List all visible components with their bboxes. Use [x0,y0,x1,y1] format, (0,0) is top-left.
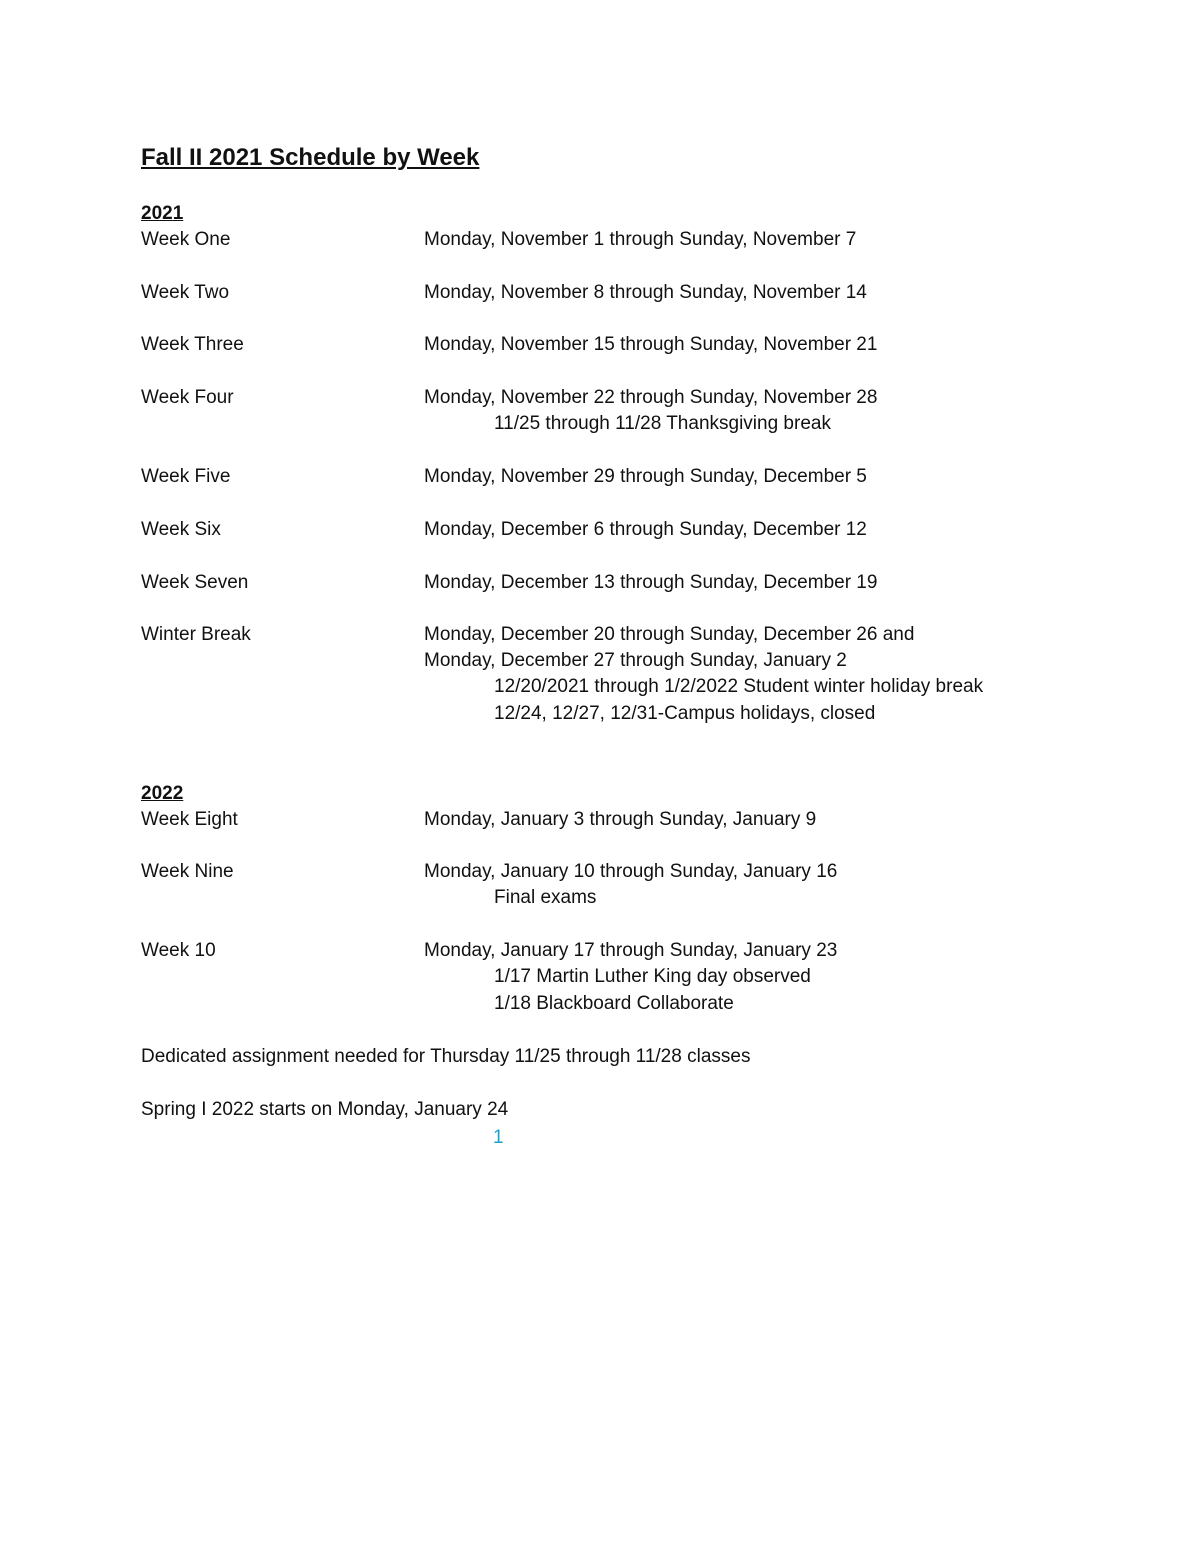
week-date-range: Monday, November 15 through Sunday, November 21 [424,334,878,355]
week-label: Winter Break [141,624,251,645]
week-note: 12/20/2021 through 1/2/2022 Student winter holiday break [494,676,984,697]
week-date-range: Monday, December 13 through Sunday, December 19 [424,572,878,593]
week-date-range: Monday, December 27 through Sunday, January 2 [424,650,847,671]
week-note: 12/24, 12/27, 12/31-Campus holidays, closed [494,703,876,724]
week-label: Week Seven [141,572,249,593]
week-date-range: Monday, January 10 through Sunday, January 16 [424,861,838,882]
year-heading-2021: 2021 [141,203,184,224]
week-label: Week One [141,229,231,250]
week-label: Week Five [141,466,231,487]
week-label: Week Eight [141,809,238,830]
week-date-range: Monday, November 8 through Sunday, November 14 [424,282,867,303]
week-note: 1/18 Blackboard Collaborate [494,993,734,1014]
week-label: Week Nine [141,861,234,882]
week-date-range: Monday, December 20 through Sunday, December 26 and [424,624,915,645]
week-note: Final exams [494,887,597,908]
week-date-range: Monday, December 6 through Sunday, December 12 [424,519,867,540]
assignment-note: Dedicated assignment needed for Thursday 11/25 through 11/28 classes [141,1046,751,1067]
year-heading-2022: 2022 [141,783,184,804]
week-note: 11/25 through 11/28 Thanksgiving break [494,413,831,434]
week-date-range: Monday, November 29 through Sunday, December 5 [424,466,867,487]
week-date-range: Monday, January 3 through Sunday, January 9 [424,809,817,830]
week-date-range: Monday, November 22 through Sunday, November 28 [424,387,878,408]
spring-start-note: Spring I 2022 starts on Monday, January 24 [141,1099,509,1120]
document-title: Fall II 2021 Schedule by Week [141,144,480,171]
week-date-range: Monday, January 17 through Sunday, January 23 [424,940,838,961]
page-number: 1 [493,1127,504,1148]
week-label: Week 10 [141,940,216,961]
week-date-range: Monday, November 1 through Sunday, November 7 [424,229,857,250]
week-label: Week Six [141,519,221,540]
week-label: Week Two [141,282,230,303]
week-label: Week Four [141,387,234,408]
week-note: 1/17 Martin Luther King day observed [494,966,811,987]
week-label: Week Three [141,334,244,355]
